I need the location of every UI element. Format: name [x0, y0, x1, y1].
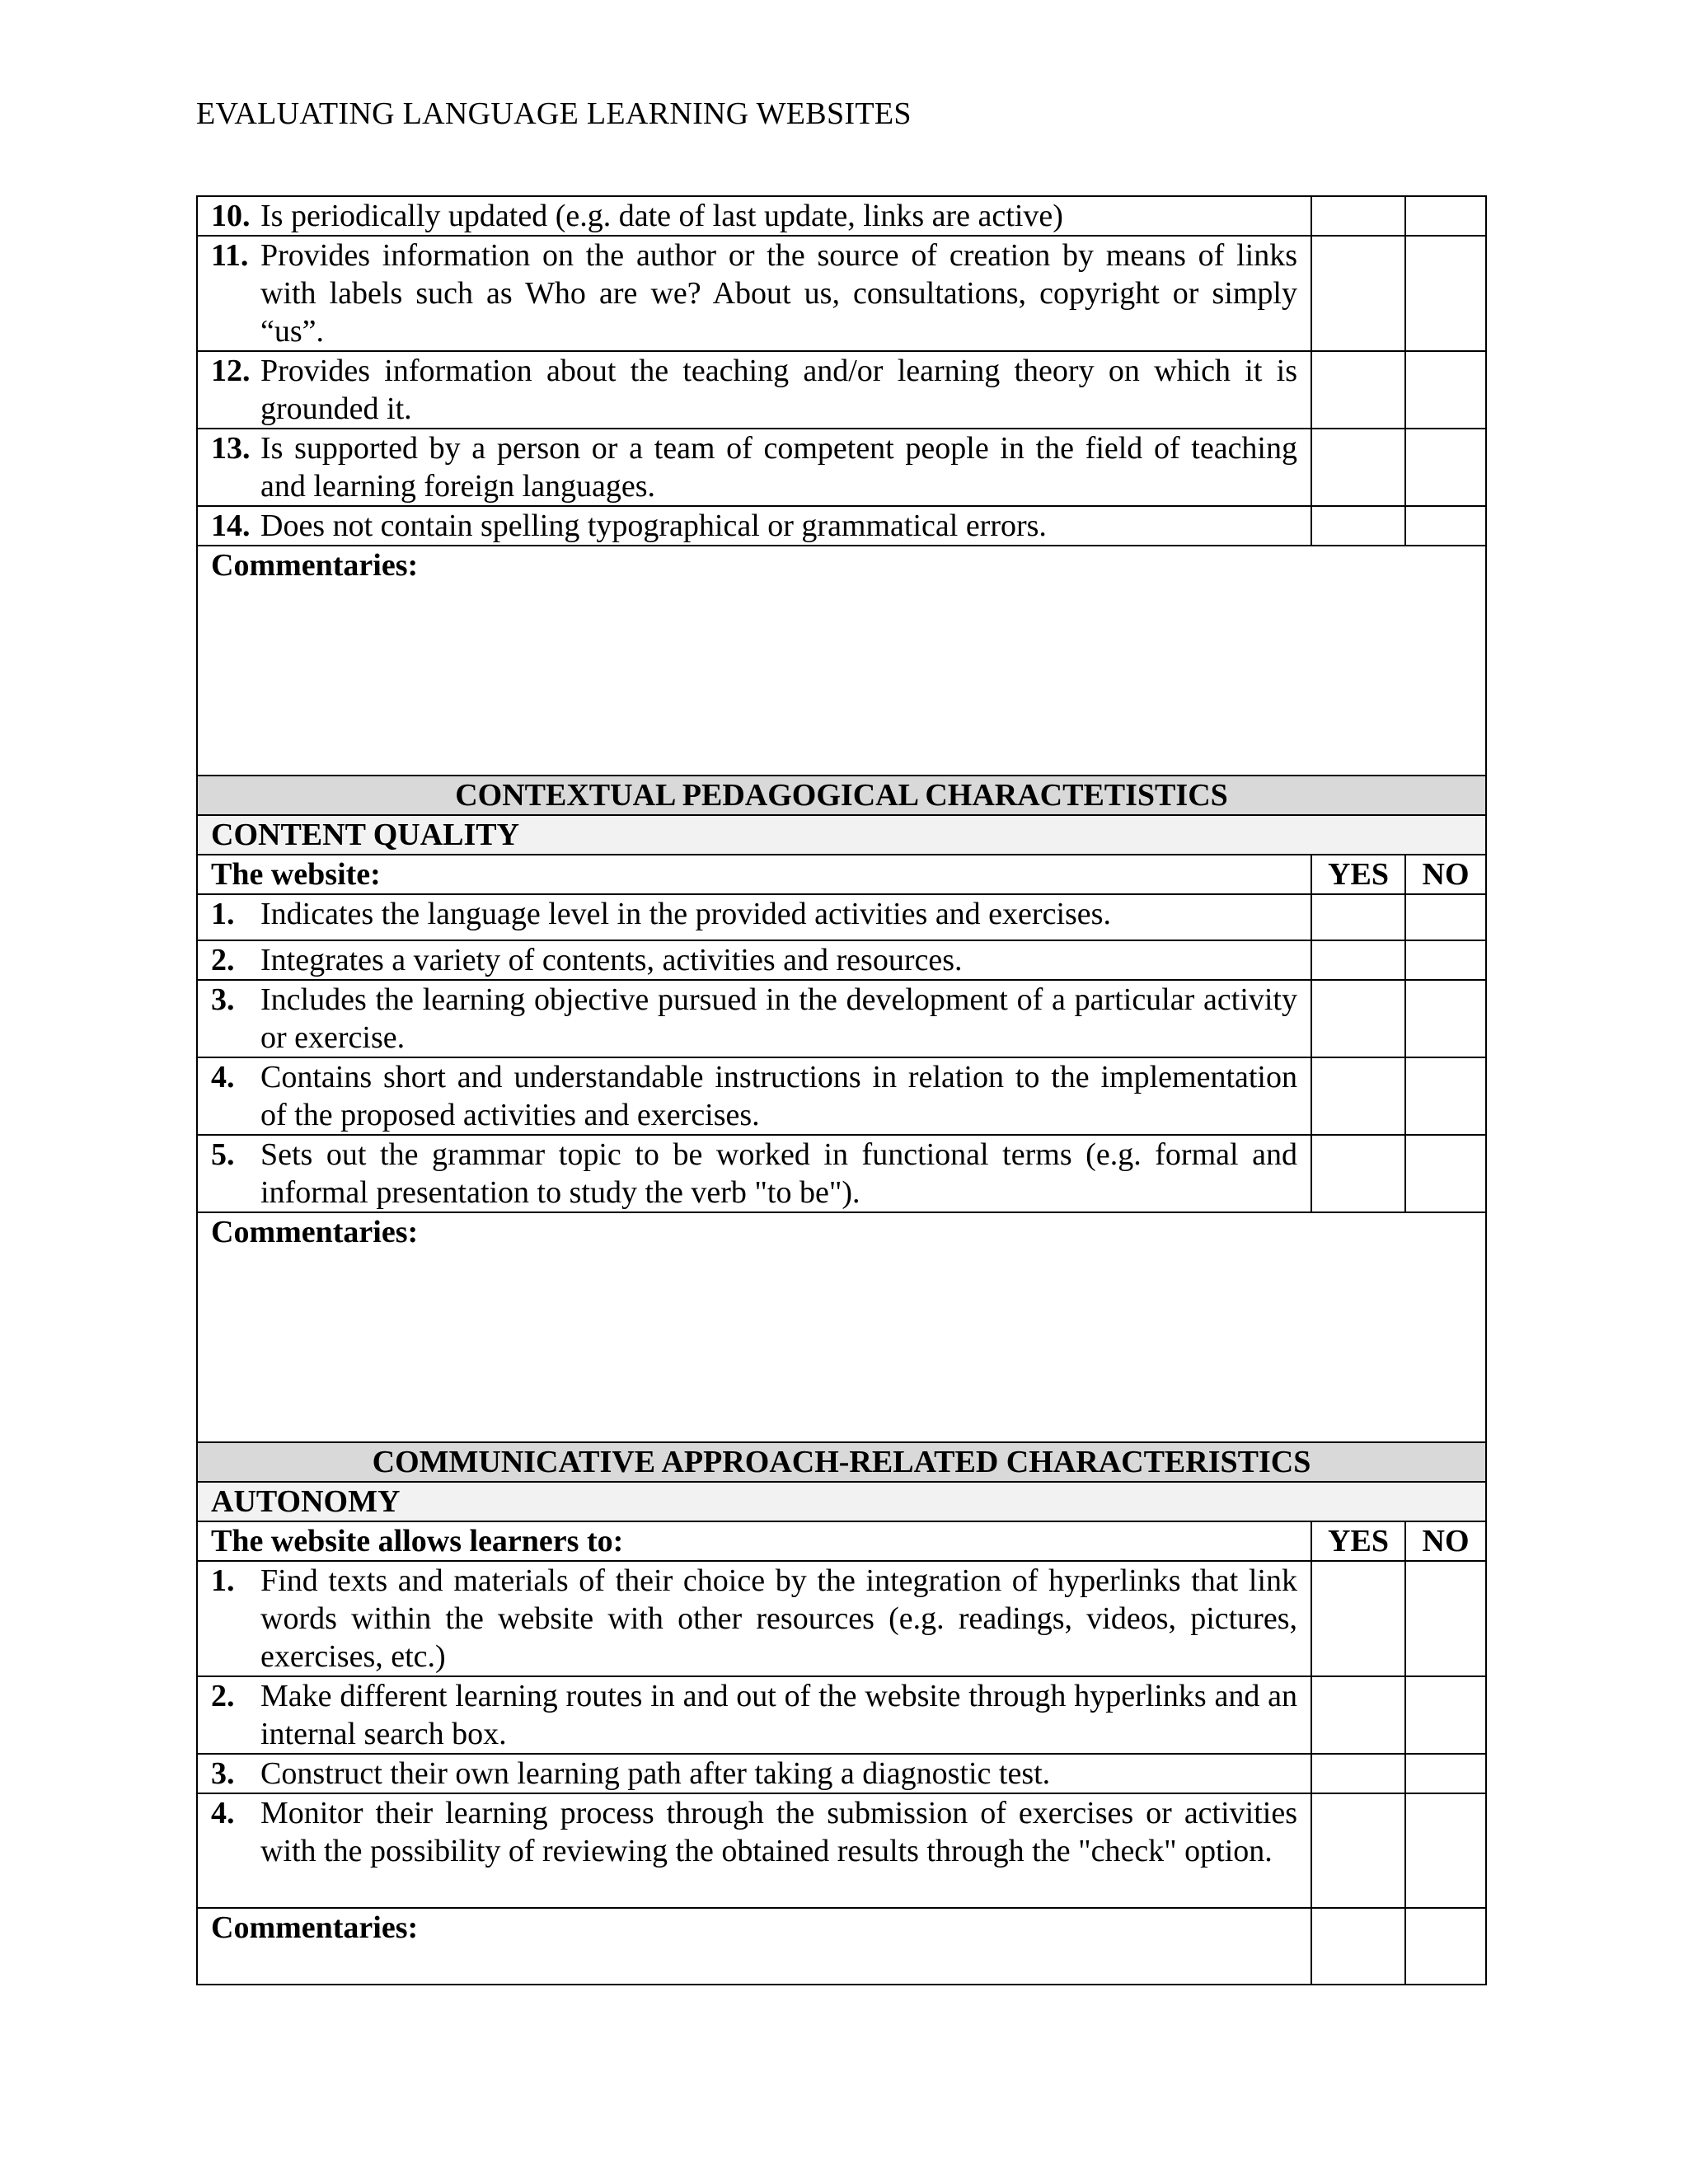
yes-checkbox-cell[interactable] [1311, 940, 1405, 980]
criterion-number: 10. [211, 199, 251, 233]
no-column-header: NO [1405, 1521, 1486, 1561]
comments-row [197, 1212, 1486, 1442]
yes-checkbox-cell[interactable] [1311, 236, 1405, 351]
comments-field[interactable] [197, 1212, 1486, 1442]
no-checkbox-cell[interactable] [1405, 1561, 1486, 1676]
criterion-number: 5. [211, 1137, 235, 1172]
no-column-header: NO [1405, 855, 1486, 894]
criterion-text: Provides information on the author or the source of creation by means of links with labels such as Who are we? About us, consultations, copyright or simply “us”. [260, 238, 1297, 349]
criterion-number: 2. [211, 943, 235, 977]
criterion-text: Find texts and materials of their choice by the integration of hyperlinks that link words within the website with other resources (e.g. readings, videos, pictures, exercises, etc.) [260, 1563, 1297, 1674]
yes-checkbox-cell[interactable] [1311, 980, 1405, 1057]
criterion-number: 2. [211, 1679, 235, 1713]
criterion-text: Indicates the language level in the provided activities and exercises. [260, 897, 1111, 931]
criterion-text: Is periodically updated (e.g. date of last update, links are active) [260, 199, 1063, 233]
comments-row [197, 546, 1486, 776]
no-checkbox-cell[interactable] [1405, 429, 1486, 506]
yes-column-header: YES [1311, 1521, 1405, 1561]
criterion-cell [197, 940, 1311, 980]
yes-checkbox-cell[interactable] [1311, 429, 1405, 506]
checklist-row [197, 429, 1486, 506]
no-checkbox-cell[interactable] [1405, 1676, 1486, 1754]
no-checkbox-cell[interactable] [1405, 1793, 1486, 1908]
comments-label: Commentaries: [211, 1215, 419, 1249]
checklist-row [197, 940, 1486, 980]
no-checkbox-cell[interactable] [1405, 940, 1486, 980]
criterion-number: 3. [211, 982, 235, 1017]
criterion-number: 4. [211, 1796, 235, 1830]
criterion-number: 12. [211, 354, 251, 388]
comments-label: Commentaries: [211, 1910, 419, 1945]
criterion-cell [197, 1135, 1311, 1212]
criterion-number: 14. [211, 509, 251, 543]
criterion-cell [197, 1561, 1311, 1676]
section-heading: COMMUNICATIVE APPROACH-RELATED CHARACTERISTICS [197, 1442, 1486, 1482]
criterion-cell [197, 1793, 1311, 1908]
checklist-row [197, 1057, 1486, 1135]
criterion-cell [197, 506, 1311, 546]
criterion-cell [197, 429, 1311, 506]
criterion-number: 4. [211, 1060, 235, 1094]
checklist-row [197, 1754, 1486, 1793]
criterion-text: Integrates a variety of contents, activities and resources. [260, 943, 963, 977]
criterion-text: Monitor their learning process through the submission of exercises or activities with the possibility of reviewing the obtained results through the "check" option. [260, 1796, 1297, 1868]
yes-checkbox-cell[interactable] [1311, 1057, 1405, 1135]
criterion-text: Includes the learning objective pursued in the development of a particular activity or exercise. [260, 982, 1297, 1055]
yes-checkbox-cell[interactable] [1311, 1135, 1405, 1212]
criterion-text: Contains short and understandable instructions in relation to the implementation of the proposed activities and exercises. [260, 1060, 1297, 1132]
no-checkbox-cell[interactable] [1405, 1754, 1486, 1793]
no-checkbox-cell[interactable] [1405, 196, 1486, 236]
lead-text: The website allows learners to: [197, 1521, 1311, 1561]
criterion-number: 1. [211, 1563, 235, 1598]
comments-label: Commentaries: [211, 548, 419, 583]
criterion-cell [197, 980, 1311, 1057]
criterion-number: 11. [211, 238, 249, 273]
criterion-number: 13. [211, 431, 251, 466]
criterion-text: Sets out the grammar topic to be worked in functional terms (e.g. formal and informal presentation to study the verb "to be"). [260, 1137, 1297, 1210]
criterion-text: Is supported by a person or a team of competent people in the field of teaching and learning foreign languages. [260, 431, 1297, 504]
criterion-cell [197, 1057, 1311, 1135]
lead-text: The website: [197, 855, 1311, 894]
no-checkbox-cell[interactable] [1405, 351, 1486, 429]
section-heading: CONTEXTUAL PEDAGOGICAL CHARACTETISTICS [197, 776, 1486, 815]
checklist-row [197, 351, 1486, 429]
comments-row [197, 1908, 1486, 1985]
running-header: EVALUATING LANGUAGE LEARNING WEBSITES [196, 96, 912, 131]
criterion-number: 3. [211, 1756, 235, 1791]
comments-field[interactable] [197, 546, 1486, 776]
no-checkbox-cell[interactable] [1405, 1057, 1486, 1135]
yes-checkbox-cell[interactable] [1311, 1754, 1405, 1793]
checklist-row [197, 236, 1486, 351]
checklist-row [197, 196, 1486, 236]
checklist-row [197, 1135, 1486, 1212]
checklist-row [197, 980, 1486, 1057]
criterion-cell [197, 196, 1311, 236]
criterion-number: 1. [211, 897, 235, 931]
yes-checkbox-cell[interactable] [1311, 1676, 1405, 1754]
no-checkbox-cell[interactable] [1405, 236, 1486, 351]
subsection-row [197, 815, 1486, 855]
criterion-cell [197, 1754, 1311, 1793]
section-row [197, 776, 1486, 815]
no-checkbox-cell[interactable] [1405, 980, 1486, 1057]
evaluation-checklist-table [196, 195, 1487, 1985]
criterion-cell [197, 894, 1311, 940]
criterion-cell [197, 236, 1311, 351]
yes-column-header: YES [1311, 855, 1405, 894]
column-header-row [197, 1521, 1486, 1561]
yes-checkbox-cell[interactable] [1311, 1908, 1405, 1985]
checklist-row [197, 1793, 1486, 1908]
yes-checkbox-cell[interactable] [1311, 506, 1405, 546]
checklist-row [197, 506, 1486, 546]
criterion-text: Make different learning routes in and out of the website through hyperlinks and an internal search box. [260, 1679, 1297, 1751]
no-checkbox-cell[interactable] [1405, 1135, 1486, 1212]
column-header-row [197, 855, 1486, 894]
section-row [197, 1442, 1486, 1482]
criterion-text: Construct their own learning path after taking a diagnostic test. [260, 1756, 1051, 1791]
no-checkbox-cell[interactable] [1405, 894, 1486, 940]
yes-checkbox-cell[interactable] [1311, 196, 1405, 236]
no-checkbox-cell[interactable] [1405, 506, 1486, 546]
checklist-row [197, 1676, 1486, 1754]
criterion-cell [197, 1676, 1311, 1754]
subsection-row [197, 1482, 1486, 1521]
yes-checkbox-cell[interactable] [1311, 1561, 1405, 1676]
subsection-heading: CONTENT QUALITY [197, 815, 1486, 855]
criterion-text: Does not contain spelling typographical or grammatical errors. [260, 509, 1047, 543]
yes-checkbox-cell[interactable] [1311, 894, 1405, 940]
criterion-cell [197, 351, 1311, 429]
yes-checkbox-cell[interactable] [1311, 1793, 1405, 1908]
comments-field[interactable] [197, 1908, 1311, 1985]
subsection-heading: AUTONOMY [197, 1482, 1486, 1521]
yes-checkbox-cell[interactable] [1311, 351, 1405, 429]
criterion-text: Provides information about the teaching and/or learning theory on which it is grounded it. [260, 354, 1297, 426]
checklist-row [197, 1561, 1486, 1676]
checklist-row [197, 894, 1486, 940]
no-checkbox-cell[interactable] [1405, 1908, 1486, 1985]
